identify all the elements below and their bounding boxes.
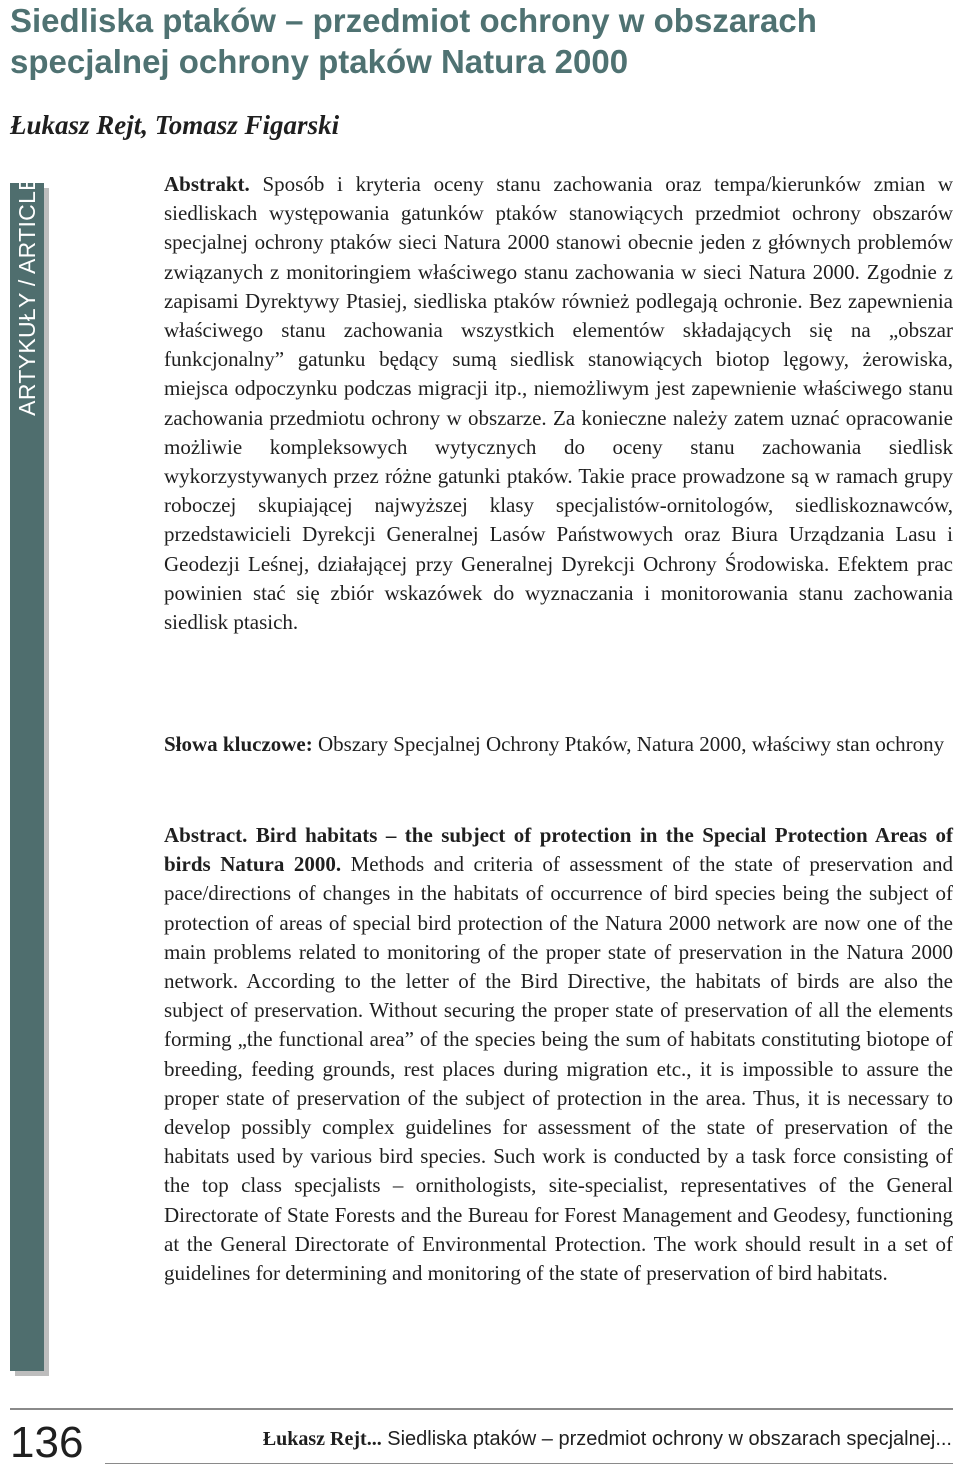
running-author: Łukasz Rejt... <box>262 1428 382 1450</box>
article-authors: Łukasz Rejt, Tomasz Figarski <box>10 110 340 140</box>
page-number: 136 <box>10 1418 84 1467</box>
abstract-english <box>164 821 953 1288</box>
section-label: ARTYKUŁY / ARTICLE <box>13 175 40 416</box>
running-header <box>263 1425 952 1453</box>
abstract-polish-text: Sposób i kryteria oceny stanu zachowania oraz tempa/kierunków zmian w siedliskach występowania gatunków ptaków stanowiących przedmiot ochrony obszarów specjalnej ochrony ptaków sieci Natura 2000 stanowi obecnie jeden z głównych problemów związanych z monitoringiem właściwego stanu zachowania w sieci Natura 2000. Zgodnie z zapisami Dyrektywy Ptasiej, siedliska ptaków również podlegają ochronie. Bez zapewnienia właściwego stanu zachowania wszystkich elementów składających się na „obszar funkcjonalny” gatunku będący sumą siedlisk stanowiących biotop lęgowy, żerowiska, miejsca odpoczynku podczas migracji itp., niemożliwym jest zapewnienie właściwego stanu zachowania przedmiotu ochrony w obszarze. Za konieczne należy zatem uznać opracowanie możliwie kompleksowych wytycznych do oceny stanu zachowania siedlisk wykorzystywanych przez różne gatunki ptaków. Takie prace prowadzone są w ramach grupy roboczej skupiającej najwyższej klasy specjalistów-ornitologów, siedliskoznawców, przedstawicieli Dyrekcji Generalnej Lasów Państwowych oraz Biura Urządzania Lasu i Geodezji Leśnej, działającej przy Generalnej Dyrekcji Ochrony Środowiska. Efektem prac powinien stać się zbiór wskazówek do wyznaczania i monitorowania stanu zachowania siedlisk ptasich. <box>164 172 953 635</box>
abstract-polish-label: Abstrakt. <box>164 172 250 196</box>
keywords-text: Obszary Specjalnej Ochrony Ptaków, Natura 2000, właściwy stan ochrony <box>312 732 945 756</box>
running-underline <box>105 1463 953 1464</box>
abstract-english-text: Methods and criteria of assessment of the state of preservation and pace/directions of changes in the habitats of occurrence of bird species being the subject of protection of areas of special bird protection of the Natura 2000 network are now one of the main problems related to monitoring of the proper state of preservation in the Natura 2000 network. According to the letter of the Bird Directive, the habitats of birds are also the subject of preservation. Without securing the proper state of preservation of all the elements forming „the functional area” of the species being the sum of habitats constituting biotope of breeding, feeding grounds, rest places during migration etc., it is impossible to assure the proper state of preservation of the subject of protection in the area. Thus, it is necessary to develop possibly complex guidelines for assessment of the state of preservation of the habitats used by various bird species. Such work is conducted by a task force consisting of the top class specjalists – ornithologists, site-specialist, representatives of the General Directorate of State Forests and the Bureau for Forest Management and Geodesy, functioning at the General Directorate of Environmental Protection. The work should result in a set of guidelines for determining and monitoring of the state of preservation of bird habitats. <box>164 852 953 1286</box>
article-title: Siedliska ptaków – przedmiot ochrony w obszarach specjalnej ochrony ptaków Natura 2000 <box>10 2 817 80</box>
abstract-polish <box>164 170 953 637</box>
keywords <box>164 730 953 759</box>
footer-divider <box>10 1408 953 1410</box>
running-title: Siedliska ptaków – przedmiot ochrony w obszarach specjalnej... <box>381 1428 952 1450</box>
keywords-label: Słowa kluczowe: <box>164 732 313 756</box>
abstract-english-title: Bird habitats – the subject of protection in the Special Protection Areas of birds Natura 2000. <box>164 823 953 877</box>
section-label-box <box>10 175 44 416</box>
abstract-english-label: Abstract. <box>164 823 248 847</box>
